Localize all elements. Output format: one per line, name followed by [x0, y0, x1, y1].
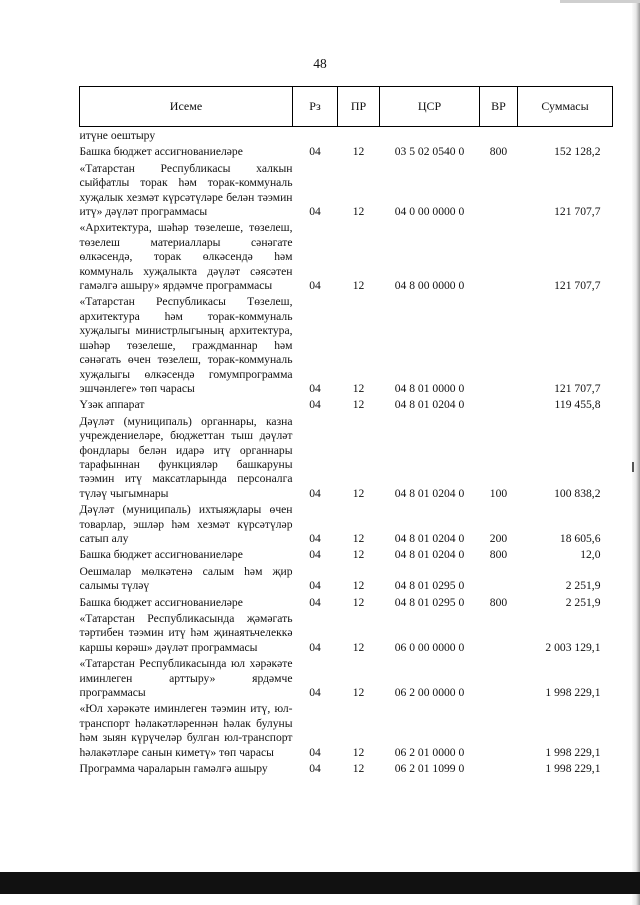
table-row — [80, 548, 613, 564]
cell-rz: 04 — [309, 531, 321, 545]
cell-csr: 04 8 01 0000 0 — [394, 381, 465, 395]
cell-name: «Татарстан Республикасы халкын сыйфатлы торак һәм торак-коммуналь хуҗалык хезмәт күрсәтүләре белән тәэмин итү» дәүләт программасы — [79, 161, 293, 219]
cell-rz: 04 — [309, 486, 321, 500]
cell-csr: 06 2 01 0000 0 — [394, 745, 465, 759]
cell-vr: 800 — [489, 595, 508, 609]
header-pr: ПР — [338, 87, 380, 127]
cell-sum: 119 455,8 — [554, 398, 601, 412]
cell-sum: 100 838,2 — [554, 486, 601, 500]
cell-vr — [480, 762, 518, 778]
cell-vr — [480, 162, 518, 222]
header-rz: Рз — [293, 87, 338, 127]
cell-rz: 04 — [309, 762, 321, 776]
table-row — [80, 415, 613, 503]
cell-rz: 04 — [309, 745, 321, 759]
cell-pr: 12 — [352, 398, 365, 412]
cell-name: Оешмалар мөлкәтенә салым һәм җир салымы түләү — [79, 564, 293, 593]
cell-vr: 200 — [489, 531, 508, 545]
cell-sum: 121 707,7 — [554, 205, 601, 219]
table-row — [80, 503, 613, 548]
cell-pr: 12 — [352, 640, 365, 654]
cell-name: «Татарстан Республикасында җәмәгать тәртибен тәэмин итү һәм җинаятьчелеккә каршы көрәш» дәүләт программасы — [79, 612, 293, 654]
cell-pr: 12 — [352, 205, 365, 219]
cell-pr: 12 — [352, 531, 365, 545]
cell-pr: 12 — [352, 548, 365, 562]
cell-name: Дәүләт (муниципаль) ихтыяҗлары өчен товарлар, эшләр һәм хезмәт күрсәтүләр сатып алу — [79, 503, 293, 545]
cell-pr: 12 — [352, 381, 365, 395]
table-row — [80, 657, 613, 702]
table-row — [80, 295, 613, 398]
cell-name: Башка бюджет ассигнованиеләре — [79, 595, 243, 609]
cell-sum: 2 251,9 — [565, 579, 601, 593]
cell-name: Башка бюджет ассигнованиеләре — [79, 145, 243, 159]
cell-name: Башка бюджет ассигнованиеләре — [79, 548, 243, 562]
cell-sum: 1 998 229,1 — [545, 686, 601, 700]
cell-rz: 04 — [309, 595, 321, 609]
cell-rz: 04 — [309, 205, 321, 219]
cell-sum: 1 998 229,1 — [545, 762, 601, 776]
cell-csr: 04 8 01 0204 0 — [394, 486, 465, 500]
header-vr: ВР — [480, 87, 518, 127]
cell-rz: 04 — [309, 398, 321, 412]
cell-vr: 800 — [489, 145, 508, 159]
cell-csr: 04 8 01 0295 0 — [394, 595, 465, 609]
cell-csr: 04 8 00 0000 0 — [394, 279, 465, 293]
cell-rz: 04 — [309, 640, 321, 654]
cell-pr: 12 — [352, 486, 365, 500]
cell-name: «Татарстан Республикасы Төзелеш, архитектура һәм торак-коммуналь хуҗалыгы министрлыгының архитектура, шәһәр төзелеше, граждманнар һәм сәнәгать өчен төзелеш, торак-коммуналь хуҗалыгы өлкәсендә гомумпрограмма эшчәнлеге» төп чарасы — [79, 295, 293, 395]
page-number: 48 — [313, 56, 327, 71]
cell-vr — [480, 398, 518, 414]
cell-vr — [480, 221, 518, 295]
cell-sum: 2 251,9 — [565, 595, 601, 609]
cell-csr: 06 0 00 0000 0 — [394, 640, 465, 654]
budget-table — [79, 86, 613, 778]
cell-rz: 04 — [309, 579, 321, 593]
cell-rz: 04 — [309, 548, 321, 562]
continuation-row — [80, 127, 613, 146]
cell-csr: 06 2 01 1099 0 — [394, 762, 465, 776]
table-row — [80, 565, 613, 596]
cell-name: Программа чараларын гамәлгә ашыру — [79, 762, 268, 776]
cell-vr — [480, 295, 518, 398]
cell-vr — [480, 702, 518, 762]
table-row — [80, 221, 613, 295]
cell-sum: 152 128,2 — [554, 145, 601, 159]
cell-pr: 12 — [352, 579, 365, 593]
header-csr: ЦСР — [380, 87, 480, 127]
cell-sum: 18 605,6 — [559, 531, 601, 545]
scan-edge-bottom — [0, 872, 640, 894]
cell-name: «Юл хәрәкәте иминлеген тәэмин итү, юл-транспорт һәлакәтләреннән һәлак булуны һәм зыян күрүчеләр булган юл-транспорт һәлакәтләре санын киметү» төп чарасы — [79, 702, 293, 759]
cell-rz: 04 — [309, 686, 321, 700]
scan-edge-top — [560, 0, 640, 3]
cell-name: Дәүләт (муниципаль) органнары, казна учреждениеләре, бюджеттан тыш дәүләт фондлары белән идарә итү органнары тарафыннан функцияләр башкаруны тәэмин итү максатларында персоналга түләү чыгымнары — [79, 414, 293, 500]
cell-csr: 04 8 01 0295 0 — [394, 579, 465, 593]
cell-pr: 12 — [352, 686, 365, 700]
header-name: Исеме — [80, 87, 293, 127]
table-row — [80, 762, 613, 778]
cell-csr: 04 8 01 0204 0 — [394, 531, 465, 545]
cell-csr: 03 5 02 0540 0 — [394, 145, 465, 159]
table-row — [80, 596, 613, 612]
cell-csr: 06 2 00 0000 0 — [394, 686, 465, 700]
cell-csr: 04 8 01 0204 0 — [394, 548, 465, 562]
cell-sum: 1 998 229,1 — [545, 745, 601, 759]
cell-vr — [480, 612, 518, 657]
cell-pr: 12 — [352, 745, 365, 759]
table-row — [80, 702, 613, 762]
table-row — [80, 145, 613, 161]
cell-vr: 800 — [489, 548, 508, 562]
cell-rz: 04 — [309, 145, 321, 159]
cell-pr: 12 — [352, 145, 365, 159]
cell-pr: 12 — [352, 762, 365, 776]
cell-rz: 04 — [309, 279, 321, 293]
table-row — [80, 398, 613, 414]
cell-vr — [480, 565, 518, 596]
cell-csr: 04 0 00 0000 0 — [394, 205, 465, 219]
cell-pr: 12 — [352, 279, 365, 293]
scan-edge-right — [632, 0, 640, 905]
cell-pr: 12 — [352, 595, 365, 609]
cell-name: Үзәк аппарат — [79, 398, 145, 412]
continuation-text: итүне оештыру — [79, 129, 156, 142]
cell-sum: 121 707,7 — [554, 279, 601, 293]
cell-name: «Татарстан Республикасында юл хәрәкәте иминлеген арттыру» ярдәмче программасы — [79, 657, 293, 700]
cell-vr: 100 — [489, 486, 508, 500]
header-sum: Суммасы — [518, 87, 613, 127]
cell-rz: 04 — [309, 381, 321, 395]
table-row — [80, 162, 613, 222]
cell-sum: 2 003 129,1 — [545, 640, 601, 654]
cell-sum: 121 707,7 — [554, 381, 601, 395]
cell-sum: 12,0 — [580, 548, 601, 562]
cell-csr: 04 8 01 0204 0 — [394, 398, 465, 412]
table-header-row — [80, 87, 613, 127]
scan-mark — [632, 462, 634, 472]
cell-vr — [480, 657, 518, 702]
cell-name: «Архитектура, шәһәр төзелеше, төзелеш, төзелеш материаллары сәнәгате өлкәсендә, торак өлкәсендә һәм коммуналь хуҗалыкта дәүләт сәясәтен гамәлгә ашыру» ярдәмче программасы — [79, 221, 293, 293]
table-row — [80, 612, 613, 657]
